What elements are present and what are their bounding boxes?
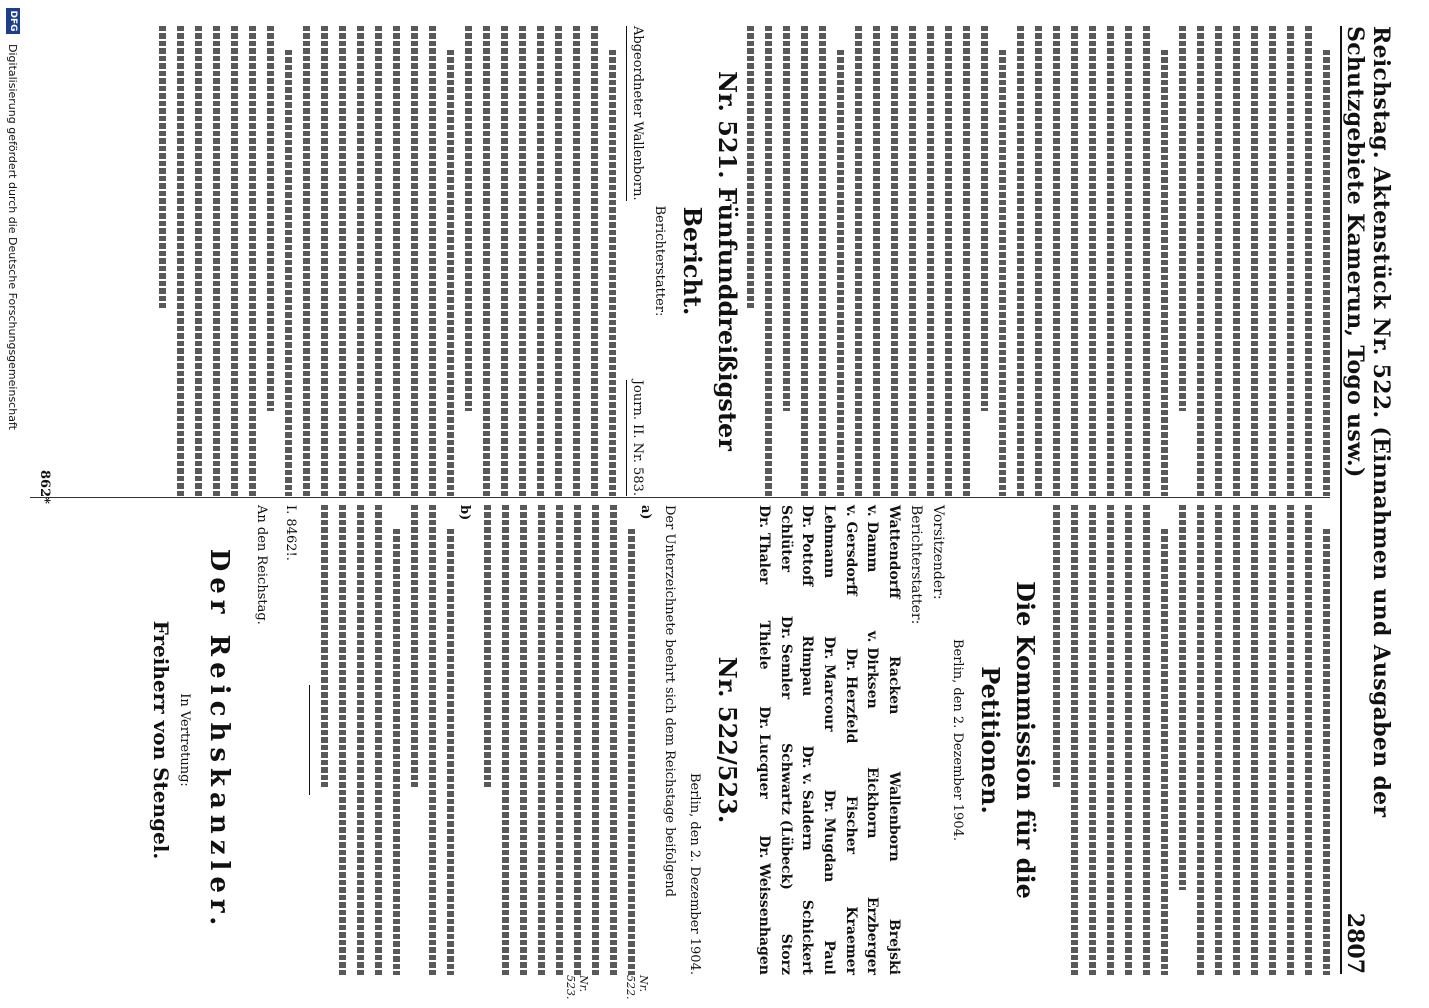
member-name: Fischer xyxy=(842,795,859,854)
text-line xyxy=(1071,505,1078,975)
member-name: Dr. Herzfeld xyxy=(842,647,859,744)
member-name: Dr. Lucquer xyxy=(756,706,773,799)
text-line xyxy=(963,26,970,496)
text-line xyxy=(1161,50,1168,496)
text-line xyxy=(1125,26,1132,496)
text-line xyxy=(465,26,472,411)
member-row xyxy=(774,505,796,975)
text-line xyxy=(556,505,563,975)
text-line xyxy=(267,26,274,411)
page-number: 862* xyxy=(37,470,52,504)
dfg-logo: DFG xyxy=(6,8,20,34)
reporter-label: Berichterstatter: xyxy=(907,505,924,625)
item-b xyxy=(411,505,473,975)
text-line xyxy=(1125,505,1132,975)
text-line xyxy=(1161,529,1168,975)
text-line xyxy=(411,505,418,787)
text-line xyxy=(628,529,635,975)
separator-rule xyxy=(309,685,310,795)
text-line xyxy=(484,505,491,787)
item-b-label: b) xyxy=(456,505,472,521)
item-a xyxy=(484,505,654,975)
journal-reference: Journ. II. Nr. 583. xyxy=(626,380,646,496)
text-line xyxy=(574,505,581,975)
text-line xyxy=(1089,505,1096,975)
member-name: Erzberger xyxy=(864,896,881,975)
member-name: Schlüter xyxy=(777,505,794,573)
reporter-label: Berichterstatter: xyxy=(652,205,668,317)
text-line xyxy=(592,505,599,975)
member-name: Dr. v. Saldern xyxy=(799,745,816,851)
member-name: Dr. Mugdan xyxy=(821,789,838,883)
member-name: Kraemer xyxy=(842,906,859,975)
text-line xyxy=(195,26,202,496)
member-name: Rimpau xyxy=(799,635,816,697)
running-header xyxy=(1340,26,1394,974)
deputy-label: In Vertretung: xyxy=(177,693,193,787)
member-name: Storz xyxy=(777,933,794,975)
text-line xyxy=(1215,505,1222,975)
right-column-bottom xyxy=(10,505,750,975)
text-line xyxy=(357,26,364,496)
member-name: Schwartz (Lübeck) xyxy=(777,743,794,890)
text-line xyxy=(357,505,364,975)
text-line xyxy=(1215,26,1222,496)
text-line xyxy=(159,26,166,308)
member-name: Wattendorff xyxy=(886,505,903,599)
signature-title: Der Reichskanzler. xyxy=(204,548,235,932)
text-line xyxy=(999,50,1006,496)
text-line xyxy=(783,26,790,411)
addressee: An den Reichstag. xyxy=(253,505,269,625)
text-line xyxy=(891,26,898,496)
text-line xyxy=(483,26,490,496)
commission-heading: Die Kommission für die Petitionen. xyxy=(976,581,1040,899)
member-name: Dr. Thaler xyxy=(756,505,773,585)
item-a-label: a) xyxy=(637,505,653,520)
text-line xyxy=(393,529,400,975)
member-name: Dr. Weissenhagen xyxy=(756,835,773,975)
text-line xyxy=(1233,26,1240,496)
text-line xyxy=(855,26,862,496)
text-block xyxy=(411,505,454,975)
letter-intro: Der Unterzeichnete beehrt sich dem Reichstage beifolgend xyxy=(662,505,678,897)
member-name: Dr. Pottoff xyxy=(799,505,816,587)
text-line xyxy=(285,50,292,496)
text-line xyxy=(1017,26,1024,496)
member-name: Brejski xyxy=(886,918,903,975)
text-line xyxy=(591,26,598,496)
text-line xyxy=(339,26,346,496)
text-line xyxy=(1233,505,1240,975)
reporter-row xyxy=(626,26,646,496)
text-line xyxy=(1305,26,1312,496)
text-line xyxy=(1197,26,1204,496)
reference-number: I. 8462!. xyxy=(282,505,298,561)
text-line xyxy=(765,26,772,496)
text-line xyxy=(909,26,916,496)
text-line xyxy=(1323,50,1330,496)
text-line xyxy=(1107,505,1114,975)
text-line xyxy=(339,505,346,975)
text-line xyxy=(1251,505,1258,975)
text-line xyxy=(1035,26,1042,496)
header-title: Reichstag. Aktenstück Nr. 522. (Einnahmen und Ausgaben der Schutzgebiete Kamerun, Togo usw.) xyxy=(1342,26,1394,818)
text-line xyxy=(1305,505,1312,975)
member-name: Lehmann xyxy=(821,505,838,579)
member-name: Dr. Marcour xyxy=(821,636,838,732)
text-line xyxy=(321,505,328,787)
text-line xyxy=(610,505,617,975)
text-line xyxy=(837,50,844,496)
text-line xyxy=(945,26,952,496)
text-line xyxy=(1143,505,1150,975)
text-line xyxy=(447,529,454,975)
text-line xyxy=(1251,26,1258,496)
text-line xyxy=(1089,26,1096,496)
left-column-bottom xyxy=(10,26,750,496)
text-line xyxy=(1179,26,1186,411)
reporter-row xyxy=(904,505,926,975)
member-name: v. Damm xyxy=(864,505,881,573)
text-line xyxy=(927,26,934,496)
text-line xyxy=(573,26,580,496)
text-line xyxy=(1179,505,1186,890)
text-line xyxy=(1269,505,1276,975)
text-line xyxy=(1071,26,1078,496)
text-line xyxy=(537,26,544,496)
text-line xyxy=(1197,505,1204,975)
report-heading: Nr. 521. Fünfunddreißigster Bericht. xyxy=(678,71,742,451)
margin-note: Nr. 523. xyxy=(564,975,590,1000)
member-row xyxy=(817,505,839,975)
right-column-top xyxy=(756,505,1330,975)
text-line xyxy=(981,26,988,411)
text-line xyxy=(519,26,526,496)
text-line xyxy=(213,26,220,496)
text-line xyxy=(177,26,184,496)
text-block xyxy=(1053,505,1330,975)
document-heading: Nr. 522/523. xyxy=(713,656,742,824)
text-line xyxy=(1053,26,1060,496)
member-row xyxy=(883,505,905,975)
member-name: Dr. Semler xyxy=(777,615,794,700)
chair-label: Vorsitzender: xyxy=(929,505,946,600)
member-row xyxy=(796,505,818,975)
text-line xyxy=(819,26,826,496)
margin-note: Nr. 522. xyxy=(624,975,650,1000)
text-block xyxy=(321,505,400,975)
text-line xyxy=(375,26,382,496)
reporter-name: Abgeordneter Wallenborn. xyxy=(626,26,646,201)
text-line xyxy=(609,50,616,496)
member-row xyxy=(861,505,883,975)
text-line xyxy=(429,505,436,975)
member-row xyxy=(752,505,774,975)
text-line xyxy=(411,26,418,496)
text-line xyxy=(801,26,808,496)
text-line xyxy=(873,26,880,496)
text-line xyxy=(1287,26,1294,496)
text-line xyxy=(501,26,508,496)
commission-date: Berlin, den 2. Dezember 1904. xyxy=(950,638,966,842)
text-line xyxy=(1107,26,1114,496)
member-name: Eickhorn xyxy=(864,767,881,839)
text-line xyxy=(303,26,310,496)
text-block xyxy=(747,26,1330,496)
text-line xyxy=(429,26,436,496)
member-name: v. Gersdorff xyxy=(842,505,859,596)
text-line xyxy=(520,505,527,975)
text-line xyxy=(555,26,562,496)
letter-date: Berlin, den 2. Dezember 1904. xyxy=(687,772,703,975)
deputy-name: Freiherr von Stengel. xyxy=(148,620,173,860)
header-page-number: 2807 xyxy=(1342,912,1368,974)
text-line xyxy=(249,26,256,496)
member-name: Paul xyxy=(821,940,838,975)
text-line xyxy=(321,26,328,496)
column-divider xyxy=(30,497,1330,498)
text-block xyxy=(484,505,635,975)
left-column-top xyxy=(770,26,1330,496)
member-name: Wallenborn xyxy=(886,771,903,862)
member-name: Racken xyxy=(886,655,903,715)
member-name: Schickert xyxy=(799,899,816,975)
text-line xyxy=(447,50,454,496)
commission-members xyxy=(752,505,947,975)
digitization-footer xyxy=(2,0,24,1008)
member-name: v. Dirksen xyxy=(864,630,881,709)
text-line xyxy=(502,505,509,975)
text-line xyxy=(393,26,400,496)
text-line xyxy=(375,505,382,975)
text-line xyxy=(1143,26,1150,496)
text-line xyxy=(1287,505,1294,975)
text-line xyxy=(1269,26,1276,496)
text-line xyxy=(1323,529,1330,975)
member-row xyxy=(839,505,861,975)
text-line xyxy=(538,505,545,975)
chair-row xyxy=(926,505,948,975)
text-line xyxy=(231,26,238,496)
member-name: Thiele xyxy=(756,620,773,670)
text-block xyxy=(159,26,616,496)
text-line xyxy=(1053,505,1060,787)
digitization-credit: Digitalisierung gefördert durch die Deutsche Forschungsgemeinschaft xyxy=(6,44,20,430)
